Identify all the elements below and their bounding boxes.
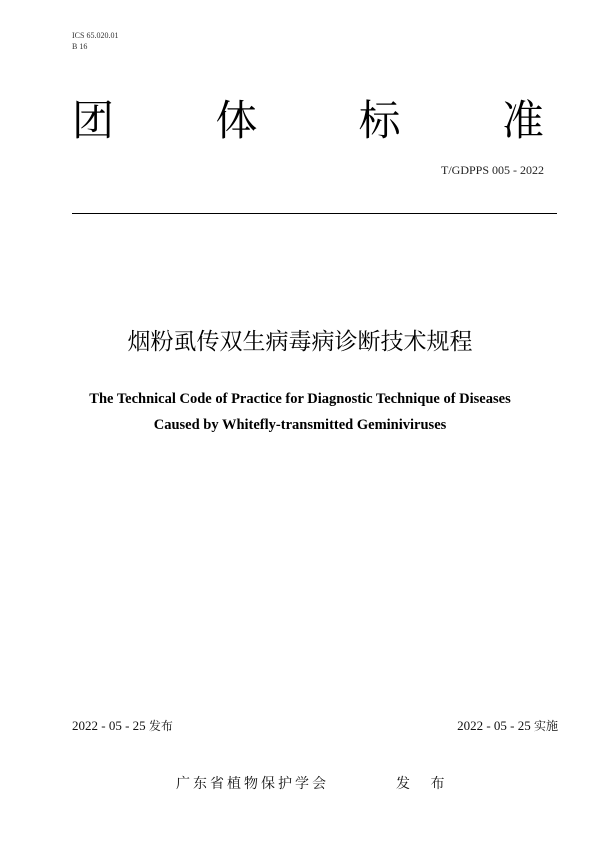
issue-date-block — [72, 717, 173, 734]
implement-label: 实施 — [533, 719, 558, 733]
standard-type-heading — [72, 88, 544, 148]
issue-date: 2022 - 05 - 25 — [72, 718, 149, 733]
publisher-name: 广东省植物保护学会 — [176, 776, 329, 792]
issue-label: 发布 — [148, 719, 173, 733]
standard-type-char: 标 — [358, 96, 401, 145]
ccs-code: B 16 — [72, 42, 88, 51]
english-title — [0, 386, 600, 438]
english-title-line: The Technical Code of Practice for Diagnostic Technique of Diseases — [89, 391, 511, 407]
standard-type-char: 团 — [72, 96, 115, 145]
ics-code: ICS 65.020.01 — [72, 31, 119, 40]
standard-type-char: 体 — [215, 96, 258, 145]
implement-date-block — [457, 717, 558, 734]
implement-date: 2022 - 05 - 25 — [457, 718, 534, 733]
standard-number: T/GDPPS 005 - 2022 — [440, 163, 544, 177]
english-title-line: Caused by Whitefly-transmitted Geminiviruses — [153, 417, 447, 433]
classification-codes — [72, 30, 118, 52]
header-divider — [72, 213, 557, 214]
publish-label: 发 布 — [396, 776, 453, 792]
chinese-title: 烟粉虱传双生病毒病诊断技术规程 — [127, 329, 473, 355]
standard-type-char: 准 — [501, 96, 544, 145]
